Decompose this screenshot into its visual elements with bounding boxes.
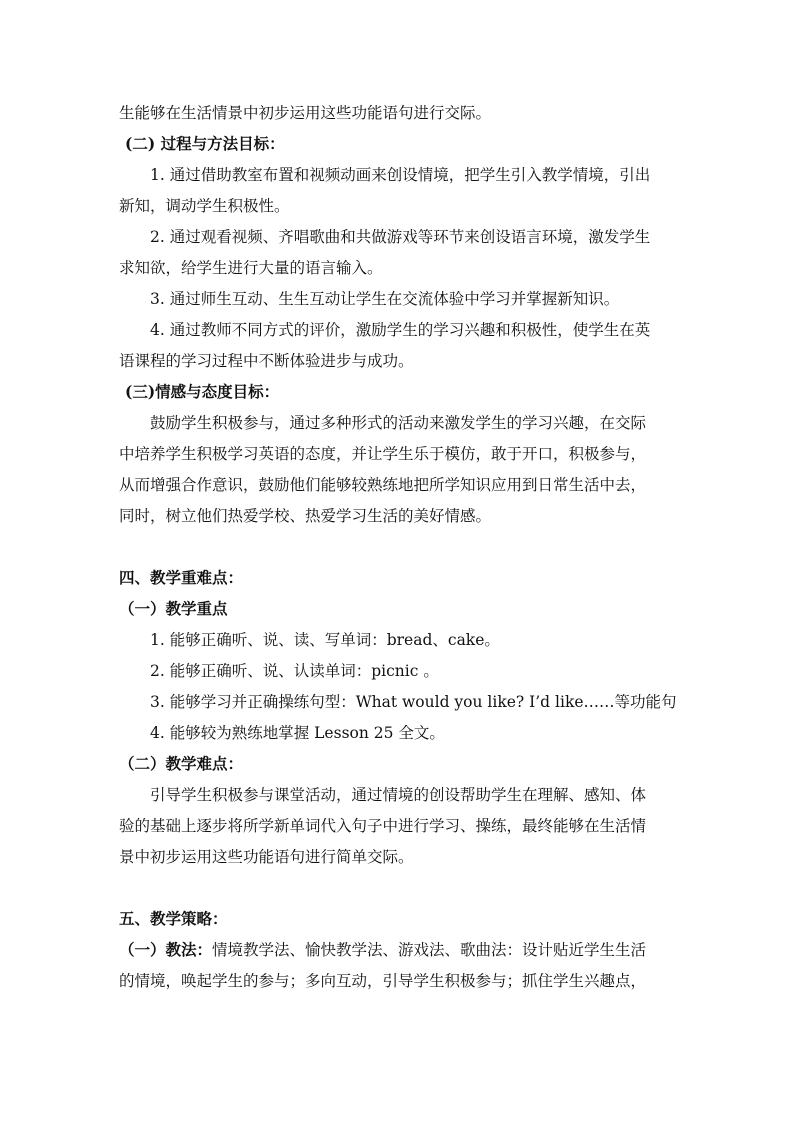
list-item-1: 1. 通过借助教室布置和视频动画来创设情境，把学生引入教学情境，引出 <box>150 166 651 184</box>
paragraph-text: 情境教学法、愉快教学法、游戏法、歌曲法：设计贴近学生生活 <box>212 941 647 959</box>
paragraph-line: 从而增强合作意识，鼓励他们能够较熟练地把所学知识应用到日常生活中去， <box>119 476 647 494</box>
list-item-4: 4. 通过教师不同方式的评价，激励学生的学习兴趣和积极性，使学生在英 <box>150 321 651 339</box>
subheading-key-points: （一）教学重点 <box>119 599 228 618</box>
section-heading-process-method: (二) 过程与方法目标： <box>125 134 285 153</box>
paragraph-line: 鼓励学生积极参与，通过多种形式的活动来激发学生的学习兴趣，在交际 <box>150 414 647 432</box>
list-item-3: 3. 能够学习并正确操练句型：What would you like? I’d like……等功能句 <box>150 693 677 711</box>
list-item-1: 1. 能够正确听、说、读、写单词：bread、cake。 <box>150 631 500 649</box>
section-heading-strategies: 五、教学策略： <box>119 909 228 928</box>
paragraph-line: 语课程的学习过程中不断体验进步与成功。 <box>119 352 414 370</box>
paragraph-line: 的情境，唤起学生的参与；多向互动，引导学生积极参与；抓住学生兴趣点， <box>119 972 647 990</box>
subheading-teaching-method: （一）教法： <box>119 940 213 959</box>
paragraph-line: 生能够在生活情景中初步运用这些功能语句进行交际。 <box>119 104 492 122</box>
paragraph-line <box>119 940 646 960</box>
paragraph-line: 引导学生积极参与课堂活动，通过情境的创设帮助学生在理解、感知、体 <box>150 786 647 804</box>
section-heading-key-difficult-points: 四、教学重难点： <box>119 568 244 587</box>
list-item-2: 2. 通过观看视频、齐唱歌曲和共做游戏等环节来创设语言环境，激发学生 <box>150 228 651 246</box>
paragraph-line: 中培养学生积极学习英语的态度，并让学生乐于模仿，敢于开口，积极参与， <box>119 445 647 463</box>
section-heading-emotion-attitude: (三)情感与态度目标： <box>125 382 280 401</box>
paragraph-line: 求知欲，给学生进行大量的语言输入。 <box>119 259 383 277</box>
list-item-3: 3. 通过师生互动、生生互动让学生在交流体验中学习并掌握新知识。 <box>150 290 620 308</box>
paragraph-line: 景中初步运用这些功能语句进行简单交际。 <box>119 848 414 866</box>
list-item-4: 4. 能够较为熟练地掌握 Lesson 25 全文。 <box>150 724 445 742</box>
paragraph-line: 验的基础上逐步将所学新单词代入句子中进行学习、操练，最终能够在生活情 <box>119 817 647 835</box>
paragraph-line: 新知，调动学生积极性。 <box>119 197 290 215</box>
list-item-2: 2. 能够正确听、说、认读单词：picnic 。 <box>150 662 439 680</box>
subheading-difficult-points: （二）教学难点： <box>119 754 244 773</box>
paragraph-line: 同时，树立他们热爱学校、热爱学习生活的美好情感。 <box>119 507 492 525</box>
